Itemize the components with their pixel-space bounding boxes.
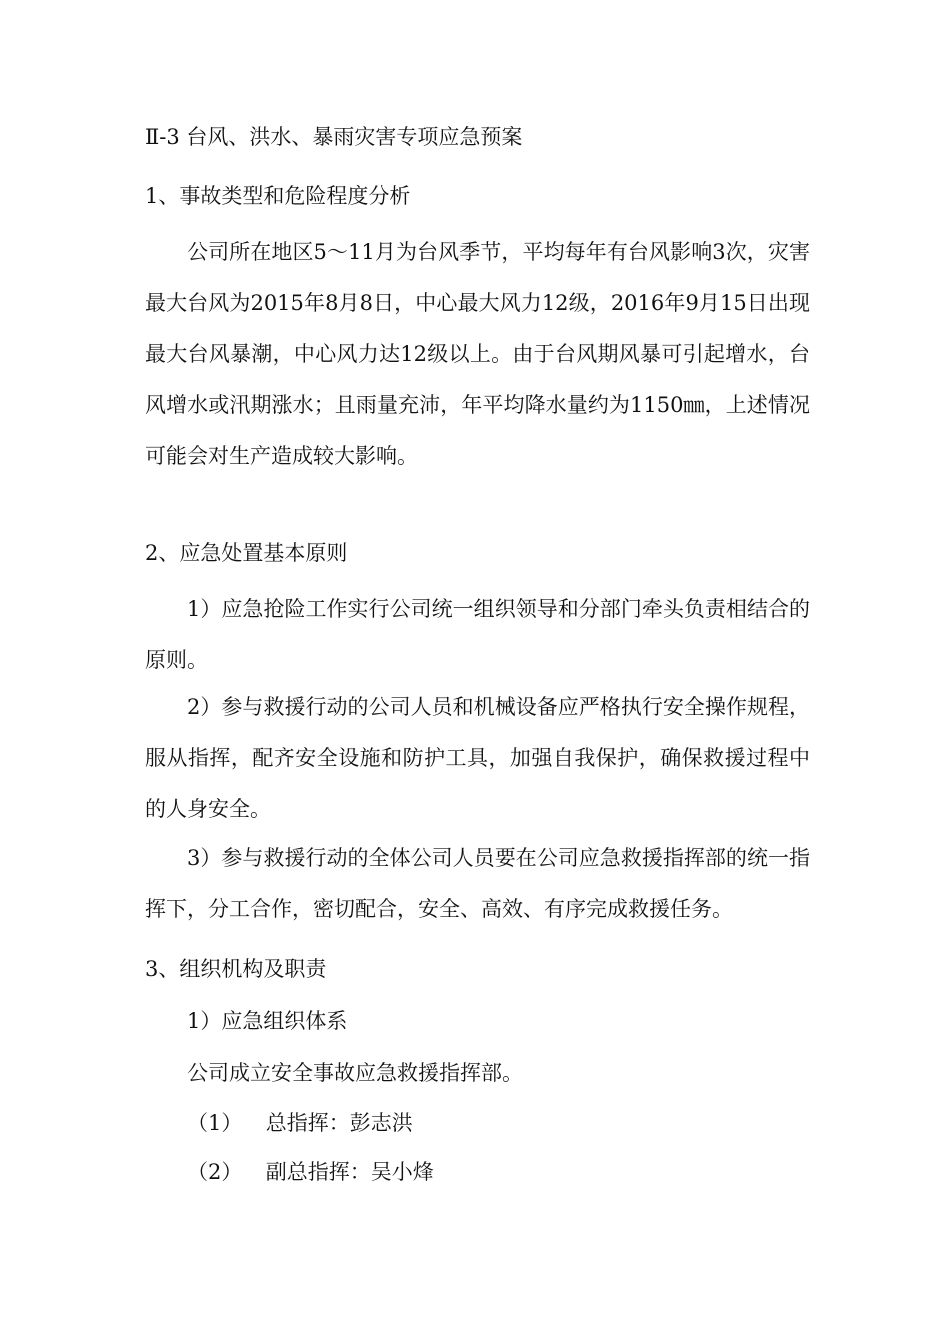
document-title: Ⅱ-3 台风、洪水、暴雨灾害专项应急预案 [145, 125, 523, 149]
role-item-2 [187, 1158, 434, 1186]
role-number: （1） [187, 1111, 243, 1135]
section-1-paragraph: 公司所在地区5～11月为台风季节，平均每年有台风影响3次，灾害最大台风为2015年8月8日，中心最大风力12级，2016年9月15日出现最大台风暴潮，中心风力达12级以上。由于台风期风暴可引起增水，台风增水或汛期涨水；且雨量充沛，年平均降水量约为1150㎜，上述情况可能会对生产造成较大影响。 [145, 240, 810, 468]
section-1-heading: 1、事故类型和危险程度分析 [145, 184, 411, 208]
role-item-1 [187, 1109, 413, 1137]
principle-item-1: 1）应急抢险工作实行公司统一组织领导和分部门牵头负责相结合的原则。 [145, 597, 810, 672]
section-2-heading: 2、应急处置基本原则 [145, 541, 348, 565]
principle-item-2: 2）参与救援行动的公司人员和机械设备应严格执行安全操作规程，服从指挥，配齐安全设施和防护工具，加强自我保护，确保救援过程中的人身安全。 [145, 695, 810, 821]
principle-item-3: 3）参与救援行动的全体公司人员要在公司应急救援指挥部的统一指挥下，分工合作，密切配合，安全、高效、有序完成救援任务。 [145, 846, 810, 921]
section-3-heading: 3、组织机构及职责 [145, 957, 327, 981]
section-3-subheading: 1）应急组织体系 [187, 1009, 348, 1033]
role-number: （2） [187, 1160, 243, 1184]
section-3-intro: 公司成立安全事故应急救援指挥部。 [187, 1061, 523, 1085]
role-text: 总指挥：彭志洪 [265, 1111, 413, 1135]
role-text: 副总指挥：吴小烽 [265, 1160, 434, 1184]
